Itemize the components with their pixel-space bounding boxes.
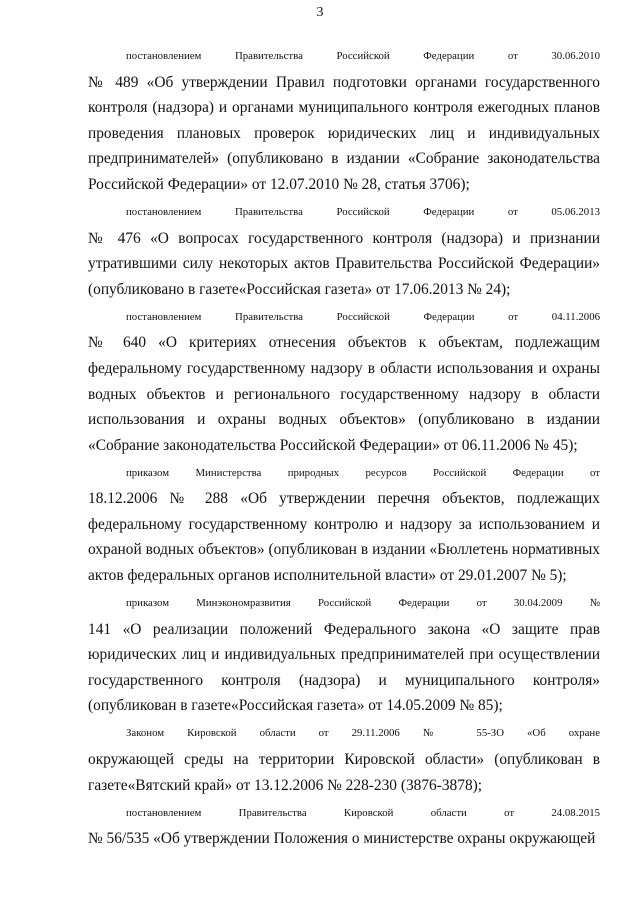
text-line: № 56/535 «Об утверждении Положения о министерстве охраны окружающей: [88, 830, 596, 848]
text-line: федеральному государственному контролю и надзору за использованием и: [88, 515, 600, 533]
text-line: газете«Вятский край» от 13.12.2006 № 228-230 (3876-3878);: [88, 776, 483, 794]
text-line: приказом Министерства природных ресурсов Российской Федерации от: [126, 466, 600, 479]
text-line: постановлением Правительства Российской Федерации от 30.06.2010: [126, 50, 600, 62]
text-line: контроля (надзора) и органами муниципального контроля ежегодных планов: [88, 99, 600, 117]
paragraph: [88, 801, 600, 852]
text-line: водных объектов и регионального государственному надзору в области: [88, 385, 600, 403]
paragraph: [88, 200, 600, 302]
text-line: постановлением Правительства Кировской области от 24.08.2015: [126, 806, 600, 819]
text-line: постановлением Правительства Российской Федерации от 05.06.2013: [126, 205, 600, 218]
text-line: «Собрание законодательства Российской Федерации» от 06.11.2006 № 45);: [88, 436, 578, 454]
text-line: Российской Федерации» от 12.07.2010 № 28, статья 3706);: [88, 175, 470, 193]
paragraph: [88, 461, 600, 589]
text-line: окружающей среды на территории Кировской области» (опубликован в: [88, 750, 600, 768]
text-line: 18.12.2006 № 288 «Об утверждении перечня объектов, подлежащих: [88, 490, 600, 508]
text-line: использования и охраны водных объектов» (опубликовано в издании: [88, 411, 600, 429]
text-line: (опубликован в газете«Российская газета» от 14.05.2009 № 85);: [88, 697, 503, 715]
text-line: № 489 «Об утверждении Правил подготовки органами государственного: [88, 73, 600, 91]
text-line: (опубликовано в газете«Российская газета» от 17.06.2013 № 24);: [88, 280, 511, 298]
paragraph: [88, 721, 600, 798]
document-body: [88, 44, 600, 854]
paragraph: [88, 305, 600, 459]
text-line: № 640 «О критериях отнесения объектов к объектам, подлежащим: [88, 334, 600, 352]
text-line: 141 «О реализации положений Федерального закона «О защите прав: [88, 620, 600, 638]
text-line: государственного контроля (надзора) и муниципального контроля»: [88, 671, 600, 689]
page-number: 3: [316, 5, 324, 20]
text-line: утратившими силу некоторых актов Правительства Российской Федерации»: [88, 255, 600, 273]
text-line: охраной водных объектов» (опубликован в издании «Бюллетень нормативных: [88, 541, 600, 559]
text-line: № 476 «О вопросах государственного контроля (надзора) и признании: [88, 229, 600, 247]
text-line: юридических лиц и индивидуальных предпринимателей при осуществлении: [88, 646, 600, 664]
text-line: проведения плановых проверок юридических лиц и индивидуальных: [88, 124, 600, 142]
paragraph: [88, 44, 600, 198]
text-line: постановлением Правительства Российской Федерации от 04.11.2006: [126, 310, 600, 323]
text-line: федеральному государственному надзору в области использования и охраны: [88, 359, 600, 377]
text-line: приказом Минэкономразвития Российской Федерации от 30.04.2009 №: [126, 597, 600, 610]
paragraph: [88, 591, 600, 719]
text-line: предпринимателей» (опубликовано в издании «Собрание законодательства: [88, 150, 600, 168]
text-line: Законом Кировской области от 29.11.2006 № 55-ЗО «Об охране: [126, 727, 600, 740]
text-line: актов федеральных органов исполнительной власти» от 29.01.2007 № 5);: [88, 567, 567, 585]
